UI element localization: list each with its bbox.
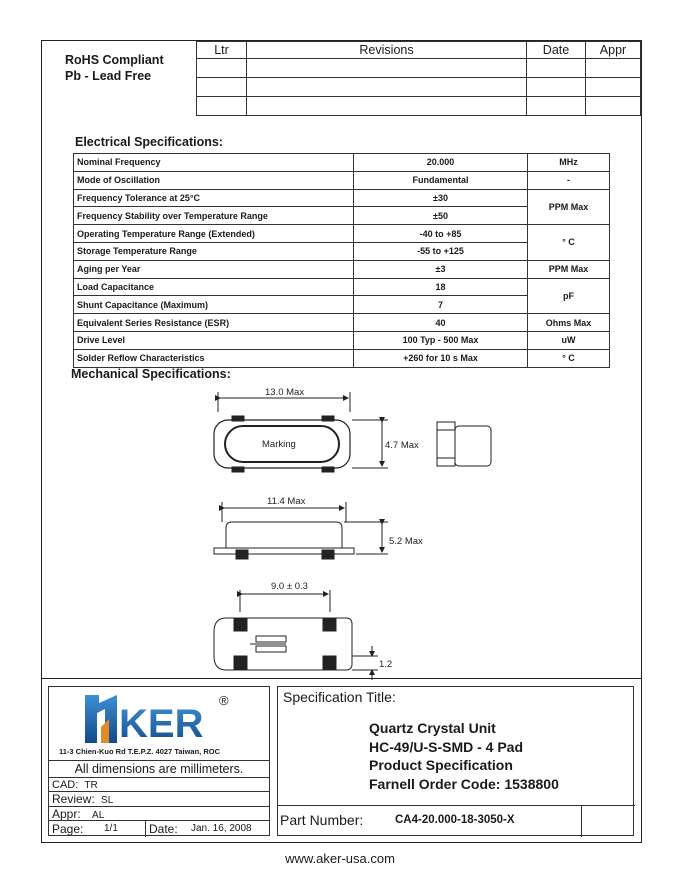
spec-line-4: Farnell Order Code: 1538800: [369, 775, 559, 792]
unit-cell: PPM Max: [528, 260, 610, 278]
value-cell: ±3: [354, 260, 528, 278]
rev-col-appr: Appr: [586, 42, 641, 59]
spec-title-label: Specification Title:: [283, 689, 396, 705]
cad-label: CAD:: [52, 779, 79, 791]
param-cell: Aging per Year: [74, 260, 354, 278]
pad-view: [214, 590, 378, 680]
unit-cell: PPM Max: [528, 189, 610, 225]
electrical-title: Electrical Specifications:: [75, 135, 223, 149]
spec-line-1: Quartz Crystal Unit: [369, 720, 496, 736]
spec-line-2: HC-49/U-S-SMD - 4 Pad: [369, 738, 524, 755]
dim-side-width: 11.4 Max: [267, 496, 306, 507]
company-box: [48, 686, 270, 836]
unit-cell: ° C: [528, 225, 610, 261]
page-row: [49, 820, 269, 836]
param-cell: Solder Reflow Characteristics: [74, 349, 354, 367]
company-address: 11-3 Chien-Kuo Rd T.E.P.Z. 4027 Taiwan, ROC: [59, 747, 221, 756]
param-cell: Frequency Stability over Temperature Range: [74, 207, 354, 225]
param-cell: Equivalent Series Resistance (ESR): [74, 314, 354, 332]
unit-cell: Ohms Max: [528, 314, 610, 332]
appr-row: [49, 806, 269, 820]
rev-col-revisions: Revisions: [247, 42, 527, 59]
logo-text: KER: [119, 702, 204, 746]
param-cell: Nominal Frequency: [74, 154, 354, 172]
rohs-line-1: RoHS Compliant: [65, 53, 164, 67]
value-cell: -40 to +85: [354, 225, 528, 243]
marking-label: Marking: [262, 439, 296, 450]
spec-title-body: [369, 719, 559, 793]
value-cell: 18: [354, 278, 528, 296]
dim-side-height: 5.2 Max: [389, 536, 423, 547]
value-cell: +260 for 10 s Max: [354, 349, 528, 367]
dim-top-width: 13.0 Max: [265, 387, 305, 398]
part-number-row: [278, 805, 635, 836]
value-cell: 40: [354, 314, 528, 332]
appr-label: Appr:: [52, 807, 81, 821]
logo-registered: ®: [219, 693, 229, 708]
unit-cell: ° C: [528, 349, 610, 367]
mechanical-title: Mechanical Specifications:: [71, 367, 231, 381]
value-cell: 100 Typ - 500 Max: [354, 331, 528, 349]
review-label: Review:: [52, 792, 95, 806]
appr-value: AL: [92, 810, 105, 821]
value-cell: Fundamental: [354, 171, 528, 189]
unit-cell: -: [528, 171, 610, 189]
value-cell: -55 to +125: [354, 242, 528, 260]
param-cell: Load Capacitance: [74, 278, 354, 296]
dim-pad-span: 9.0 ± 0.3: [271, 581, 308, 592]
param-cell: Shunt Capacitance (Maximum): [74, 296, 354, 314]
page-label: Page:: [52, 822, 84, 836]
top-view: [214, 392, 491, 472]
review-value: SL: [101, 795, 114, 806]
unit-cell: uW: [528, 331, 610, 349]
part-number-value: CA4-20.000-18-3050-X: [395, 814, 515, 826]
value-cell: ±30: [354, 189, 528, 207]
rev-col-ltr: Ltr: [197, 42, 247, 59]
review-row: [49, 791, 269, 806]
rev-col-date: Date: [527, 42, 586, 59]
value-cell: 7: [354, 296, 528, 314]
cad-value: TR: [84, 780, 98, 791]
website-url[interactable]: www.aker-usa.com: [285, 851, 395, 866]
param-cell: Frequency Tolerance at 25°C: [74, 189, 354, 207]
value-cell: ±50: [354, 207, 528, 225]
date-value: Jan. 16, 2008: [191, 823, 252, 834]
dimensions-note: All dimensions are millimeters.: [49, 760, 269, 777]
date-label: Date:: [149, 822, 178, 836]
part-number-label: Part Number:: [280, 812, 364, 828]
spec-line-3: Product Specification: [369, 757, 513, 773]
unit-cell: pF: [528, 278, 610, 314]
page-value: 1/1: [104, 823, 118, 834]
rohs-line-2: Pb - Lead Free: [65, 69, 152, 83]
param-cell: Storage Temperature Range: [74, 242, 354, 260]
param-cell: Drive Level: [74, 331, 354, 349]
param-cell: Operating Temperature Range (Extended): [74, 225, 354, 243]
side-view: [214, 502, 388, 559]
value-cell: 20.000: [354, 154, 528, 172]
cad-row: [49, 777, 269, 791]
unit-cell: MHz: [528, 154, 610, 172]
specification-box: [277, 686, 634, 836]
param-cell: Mode of Oscillation: [74, 171, 354, 189]
dim-pad-height: 1.2: [379, 659, 393, 670]
aker-logo: [49, 687, 269, 749]
dim-top-height: 4.7 Max: [385, 440, 419, 451]
